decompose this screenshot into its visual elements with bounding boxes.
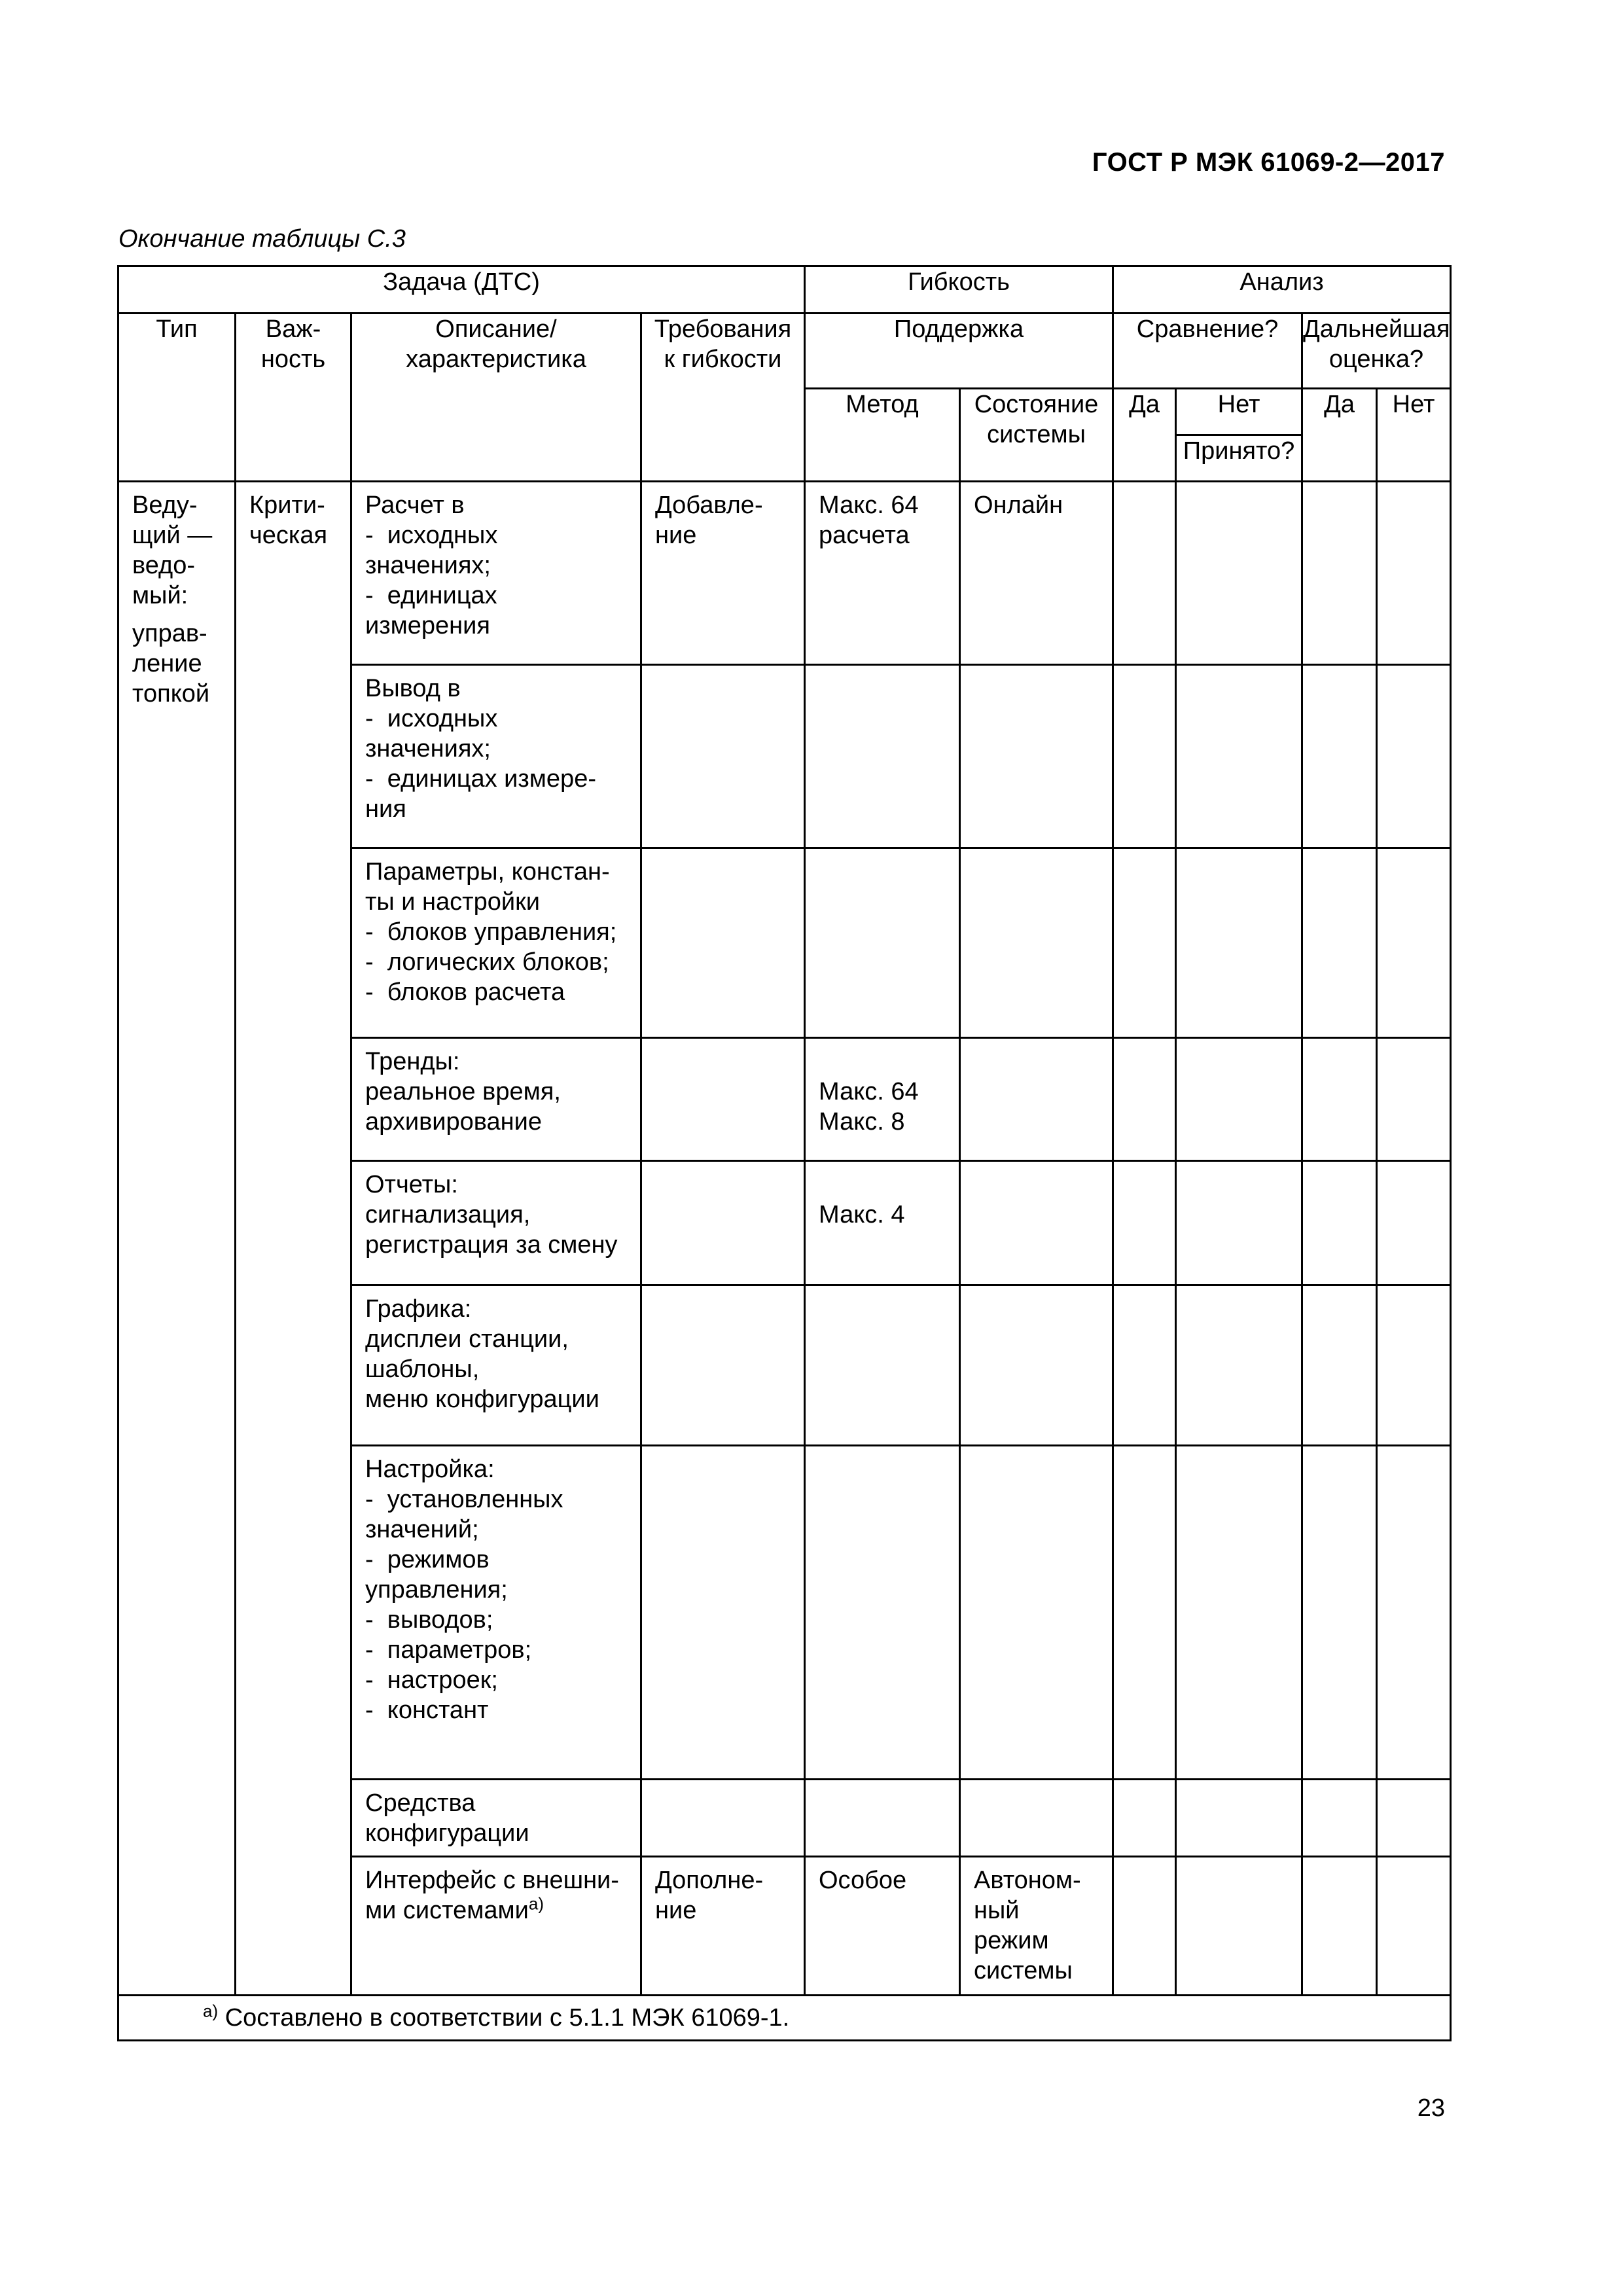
empty-cell (1113, 482, 1176, 665)
empty-cell (1176, 665, 1302, 848)
empty-cell (1113, 665, 1176, 848)
desc-line: регистрация за смену (365, 1231, 618, 1259)
description-cell (351, 848, 641, 1038)
desc-item: - параметров; (365, 1635, 627, 1665)
empty-cell (960, 1285, 1113, 1446)
empty-cell (1302, 1161, 1377, 1285)
header-analysis: Анализ (1113, 266, 1451, 314)
empty-cell (960, 1446, 1113, 1780)
empty-cell (1302, 1285, 1377, 1446)
footnote-mark: а) (203, 2001, 219, 2021)
empty-cell (1302, 1780, 1377, 1857)
empty-cell (641, 1161, 805, 1285)
empty-cell (1113, 1857, 1176, 1996)
header-comparison-no: Нет (1176, 389, 1302, 435)
empty-cell (1113, 1446, 1176, 1780)
type-text: управ- ление топкой (132, 620, 210, 708)
empty-cell (1377, 1857, 1451, 1996)
desc-item: - исходных значениях; (365, 704, 627, 764)
header-further-evaluation: Дальнейшая оценка? (1302, 314, 1451, 389)
empty-cell (805, 1446, 960, 1780)
state-text: Автоном- ный режим системы (974, 1867, 1081, 1984)
description-cell (351, 482, 641, 665)
empty-cell (1113, 1285, 1176, 1446)
empty-cell (1377, 1161, 1451, 1285)
desc-title: Средства конфигурации (365, 1789, 529, 1847)
desc-line: меню конфигурации (365, 1386, 599, 1413)
empty-cell (641, 1780, 805, 1857)
desc-item: - выводов; (365, 1605, 627, 1635)
empty-cell (1176, 1161, 1302, 1285)
empty-cell (960, 848, 1113, 1038)
empty-cell (641, 1038, 805, 1161)
desc-title: Интерфейс с внешни- ми системами (365, 1867, 619, 1924)
desc-item: - настроек; (365, 1665, 627, 1695)
importance-cell (236, 482, 351, 1996)
empty-cell (960, 1161, 1113, 1285)
description-cell (351, 665, 641, 848)
description-cell (351, 1446, 641, 1780)
empty-cell (1377, 1285, 1451, 1446)
header-requirements: Требования к гибкости (641, 314, 805, 482)
footnote-row (118, 1996, 1451, 2041)
method-text: Макс. 64 (819, 1078, 919, 1105)
empty-cell (1377, 1780, 1451, 1857)
desc-line: шаблоны, (365, 1355, 480, 1383)
header-further-no: Нет (1377, 389, 1451, 482)
header-method: Метод (805, 389, 960, 482)
requirement-cell (641, 482, 805, 665)
method-text: Макс. 64 расчета (819, 492, 919, 549)
table-row (118, 482, 1451, 665)
header-comparison: Сравнение? (1113, 314, 1302, 389)
header-accepted: Принято? (1176, 435, 1302, 482)
desc-item: - блоков расчета (365, 977, 627, 1007)
desc-title: Параметры, констан- ты и настройки (365, 858, 610, 916)
empty-cell (641, 1446, 805, 1780)
requirements-table (117, 265, 1452, 2041)
empty-cell (641, 1285, 805, 1446)
empty-cell (641, 848, 805, 1038)
method-cell (805, 482, 960, 665)
empty-cell (1302, 1446, 1377, 1780)
header-type: Тип (118, 314, 236, 482)
empty-cell (805, 1780, 960, 1857)
empty-cell (1176, 1038, 1302, 1161)
empty-cell (1377, 665, 1451, 848)
empty-cell (1113, 1780, 1176, 1857)
empty-cell (960, 665, 1113, 848)
empty-cell (1113, 848, 1176, 1038)
header-importance: Важ- ность (236, 314, 351, 482)
empty-cell (1176, 848, 1302, 1038)
empty-cell (1176, 482, 1302, 665)
desc-line: сигнализация, (365, 1201, 531, 1229)
empty-cell (1113, 1161, 1176, 1285)
table-caption: Окончание таблицы С.3 (118, 225, 406, 253)
desc-title: Вывод в (365, 675, 461, 702)
empty-cell (1377, 1038, 1451, 1161)
importance-text: Крити- ческая (249, 492, 328, 549)
method-cell (805, 1161, 960, 1285)
empty-cell (1302, 482, 1377, 665)
empty-cell (1302, 848, 1377, 1038)
method-cell (805, 1857, 960, 1996)
footnote-text: Составлено в соответствии с 5.1.1 МЭК 61069-1. (224, 2004, 790, 2032)
header-support: Поддержка (805, 314, 1113, 389)
desc-item: - логических блоков; (365, 947, 627, 977)
method-cell (805, 1038, 960, 1161)
desc-title: Настройка: (365, 1456, 495, 1483)
desc-item: - режимов управления; (365, 1545, 627, 1605)
desc-item: - исходных значениях; (365, 520, 627, 581)
desc-title: Графика: (365, 1295, 472, 1323)
footnote-ref: a) (528, 1893, 544, 1914)
desc-line: дисплеи станции, (365, 1325, 569, 1353)
empty-cell (1302, 1038, 1377, 1161)
description-cell (351, 1857, 641, 1996)
footnote-cell (118, 1996, 1451, 2041)
header-task: Задача (ДТС) (118, 266, 805, 314)
desc-title: Тренды: (365, 1048, 460, 1075)
header-flexibility: Гибкость (805, 266, 1113, 314)
empty-cell (1302, 1857, 1377, 1996)
document-id: ГОСТ Р МЭК 61069-2—2017 (1092, 148, 1445, 177)
desc-item: - блоков управления; (365, 917, 627, 947)
requirement-text: Добавле- ние (655, 492, 763, 549)
empty-cell (1176, 1780, 1302, 1857)
empty-cell (960, 1038, 1113, 1161)
empty-cell (805, 1285, 960, 1446)
empty-cell (1176, 1285, 1302, 1446)
empty-cell (1113, 1038, 1176, 1161)
requirement-cell (641, 1857, 805, 1996)
desc-item: - констант (365, 1695, 627, 1725)
empty-cell (1302, 665, 1377, 848)
empty-cell (1176, 1446, 1302, 1780)
desc-item: - установленных значений; (365, 1484, 627, 1545)
type-text: Веду- щий — ведо- мый: (132, 492, 213, 609)
empty-cell (1377, 482, 1451, 665)
empty-cell (1176, 1857, 1302, 1996)
desc-title: Расчет в (365, 492, 465, 519)
state-text: Онлайн (974, 492, 1063, 519)
description-cell (351, 1161, 641, 1285)
type-cell (118, 482, 236, 1996)
empty-cell (641, 665, 805, 848)
description-cell (351, 1285, 641, 1446)
state-cell (960, 1857, 1113, 1996)
desc-item: - единицах измерения (365, 581, 627, 641)
desc-item: - единицах измере- ния (365, 764, 627, 824)
empty-cell (805, 665, 960, 848)
header-further-yes: Да (1302, 389, 1377, 482)
page-number: 23 (1417, 2094, 1445, 2122)
header-system-state: Состояние системы (960, 389, 1113, 482)
empty-cell (960, 1780, 1113, 1857)
empty-cell (1377, 1446, 1451, 1780)
description-cell (351, 1780, 641, 1857)
method-text: Особое (819, 1867, 907, 1894)
empty-cell (805, 848, 960, 1038)
desc-line: архивирование (365, 1108, 542, 1136)
description-cell (351, 1038, 641, 1161)
desc-title: Отчеты: (365, 1171, 458, 1198)
requirement-text: Дополне- ние (655, 1867, 764, 1924)
state-cell (960, 482, 1113, 665)
header-comparison-yes: Да (1113, 389, 1176, 482)
method-text: Макс. 8 (819, 1108, 905, 1136)
header-description: Описание/ характеристика (351, 314, 641, 482)
desc-line: реальное время, (365, 1078, 561, 1105)
empty-cell (1377, 848, 1451, 1038)
method-text: Макс. 4 (819, 1201, 905, 1229)
